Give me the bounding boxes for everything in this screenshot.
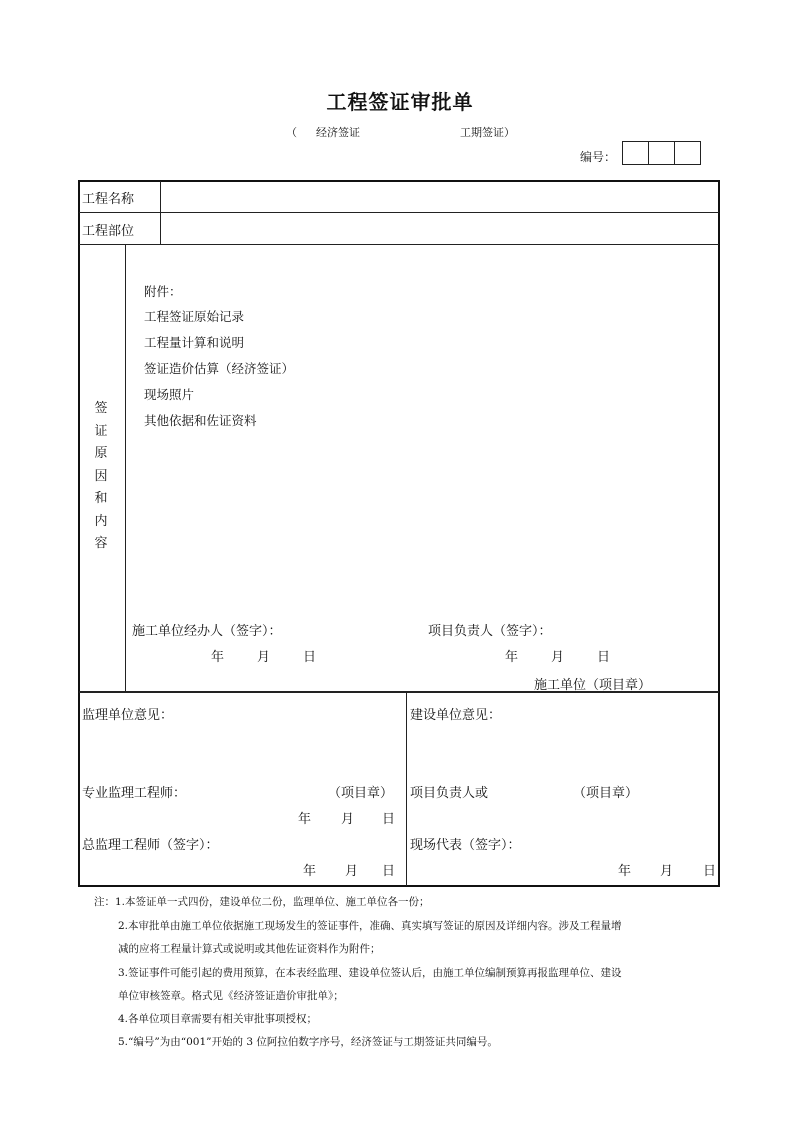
date-day: 日 xyxy=(597,650,611,665)
code-label: 编号： xyxy=(580,150,617,164)
date-year: 年 xyxy=(505,650,519,665)
attachment-item: 工程签证原始记录 xyxy=(144,309,245,324)
owner-opinion-field[interactable] xyxy=(410,722,716,772)
attachment-item: 其他依据和佐证资料 xyxy=(144,413,257,428)
supervisor-project-seal: （项目章） xyxy=(328,786,394,801)
date-year: 年 xyxy=(618,864,632,879)
date-day: 日 xyxy=(303,650,317,665)
reason-content-field[interactable] xyxy=(128,260,718,605)
row-divider xyxy=(79,244,719,245)
date-day: 日 xyxy=(382,864,396,879)
reason-char: 证 xyxy=(94,423,108,439)
attachment-item: 现场照片 xyxy=(144,387,195,402)
note-line: 4.各单位项目章需要有相关审批事项授权； xyxy=(118,1013,318,1025)
date-month: 月 xyxy=(660,864,674,879)
note-line: 3.签证事件可能引起的费用预算，在本表经监理、建设单位签认后，由施工单位编制预算再报监理单位、建设 xyxy=(118,967,622,979)
opinion-column-divider xyxy=(406,692,407,886)
reason-char: 内 xyxy=(94,513,108,529)
date-year: 年 xyxy=(303,864,317,879)
code-digit-box-2[interactable] xyxy=(648,141,675,165)
attachments-title: 附件： xyxy=(144,284,182,299)
reason-char: 和 xyxy=(94,491,108,506)
label-column-divider xyxy=(160,181,161,244)
owner-project-seal: （项目章） xyxy=(573,786,639,801)
reason-char: 原 xyxy=(94,446,108,461)
owner-leader-or-label: 项目负责人或 xyxy=(410,786,489,801)
project-part-field[interactable] xyxy=(162,214,718,243)
date-month: 月 xyxy=(257,650,271,665)
date-day: 日 xyxy=(382,812,396,827)
contractor-handler-signature: 施工单位经办人（签字）： xyxy=(132,624,282,639)
code-digit-box-3[interactable] xyxy=(674,141,701,165)
reason-char: 容 xyxy=(94,536,108,551)
project-name-label: 工程名称 xyxy=(82,192,135,207)
attachment-item: 工程量计算和说明 xyxy=(144,335,245,350)
form-title: 工程签证审批单 xyxy=(326,90,474,114)
code-digit-box-1[interactable] xyxy=(622,141,649,165)
supervisor-opinion-field[interactable] xyxy=(82,722,402,772)
chief-engineer-signature: 总监理工程师（签字）： xyxy=(82,838,219,853)
supervisor-opinion-label: 监理单位意见： xyxy=(82,708,174,723)
reason-char: 签 xyxy=(94,401,108,416)
note-line: 减的应将工程量计算式或说明或其他佐证资料作为附件； xyxy=(118,943,381,955)
date-day: 日 xyxy=(703,864,717,879)
note-line: 5.“编号”为由“001”开始的 3 位阿拉伯数字序号，经济签证与工期签证共同编号。 xyxy=(118,1036,498,1048)
reason-content-label xyxy=(86,398,116,556)
schedule-visa-label: 工期签证） xyxy=(460,126,515,139)
project-name-field[interactable] xyxy=(162,182,718,211)
note-line: 单位审核签章。格式见《经济签证造价审批单》； xyxy=(118,990,344,1002)
economic-visa-label: 经济签证 xyxy=(316,126,360,139)
reason-column-divider xyxy=(125,244,126,691)
project-part-label: 工程部位 xyxy=(82,224,135,239)
owner-opinion-label: 建设单位意见： xyxy=(410,708,502,723)
date-year: 年 xyxy=(211,650,225,665)
date-month: 月 xyxy=(551,650,565,665)
reason-char: 因 xyxy=(94,468,108,484)
contractor-seal-label: 施工单位（项目章） xyxy=(534,678,652,693)
project-leader-signature: 项目负责人（签字）： xyxy=(428,624,552,639)
note-line: 2.本审批单由施工单位依据施工现场发生的签证事件，准确、真实填写签证的原因及详细内容。涉及工程量增 xyxy=(118,920,622,932)
note-line: 注：1.本签证单一式四份，建设单位二份，监理单位、施工单位各一份； xyxy=(94,896,430,908)
row-divider xyxy=(79,212,719,213)
site-rep-signature: 现场代表（签字）： xyxy=(410,838,521,853)
open-paren: （ xyxy=(286,126,297,139)
date-month: 月 xyxy=(341,812,355,827)
date-year: 年 xyxy=(298,812,312,827)
specialist-engineer-label: 专业监理工程师： xyxy=(82,786,187,801)
attachment-item: 签证造价估算（经济签证） xyxy=(144,361,295,376)
date-month: 月 xyxy=(345,864,359,879)
